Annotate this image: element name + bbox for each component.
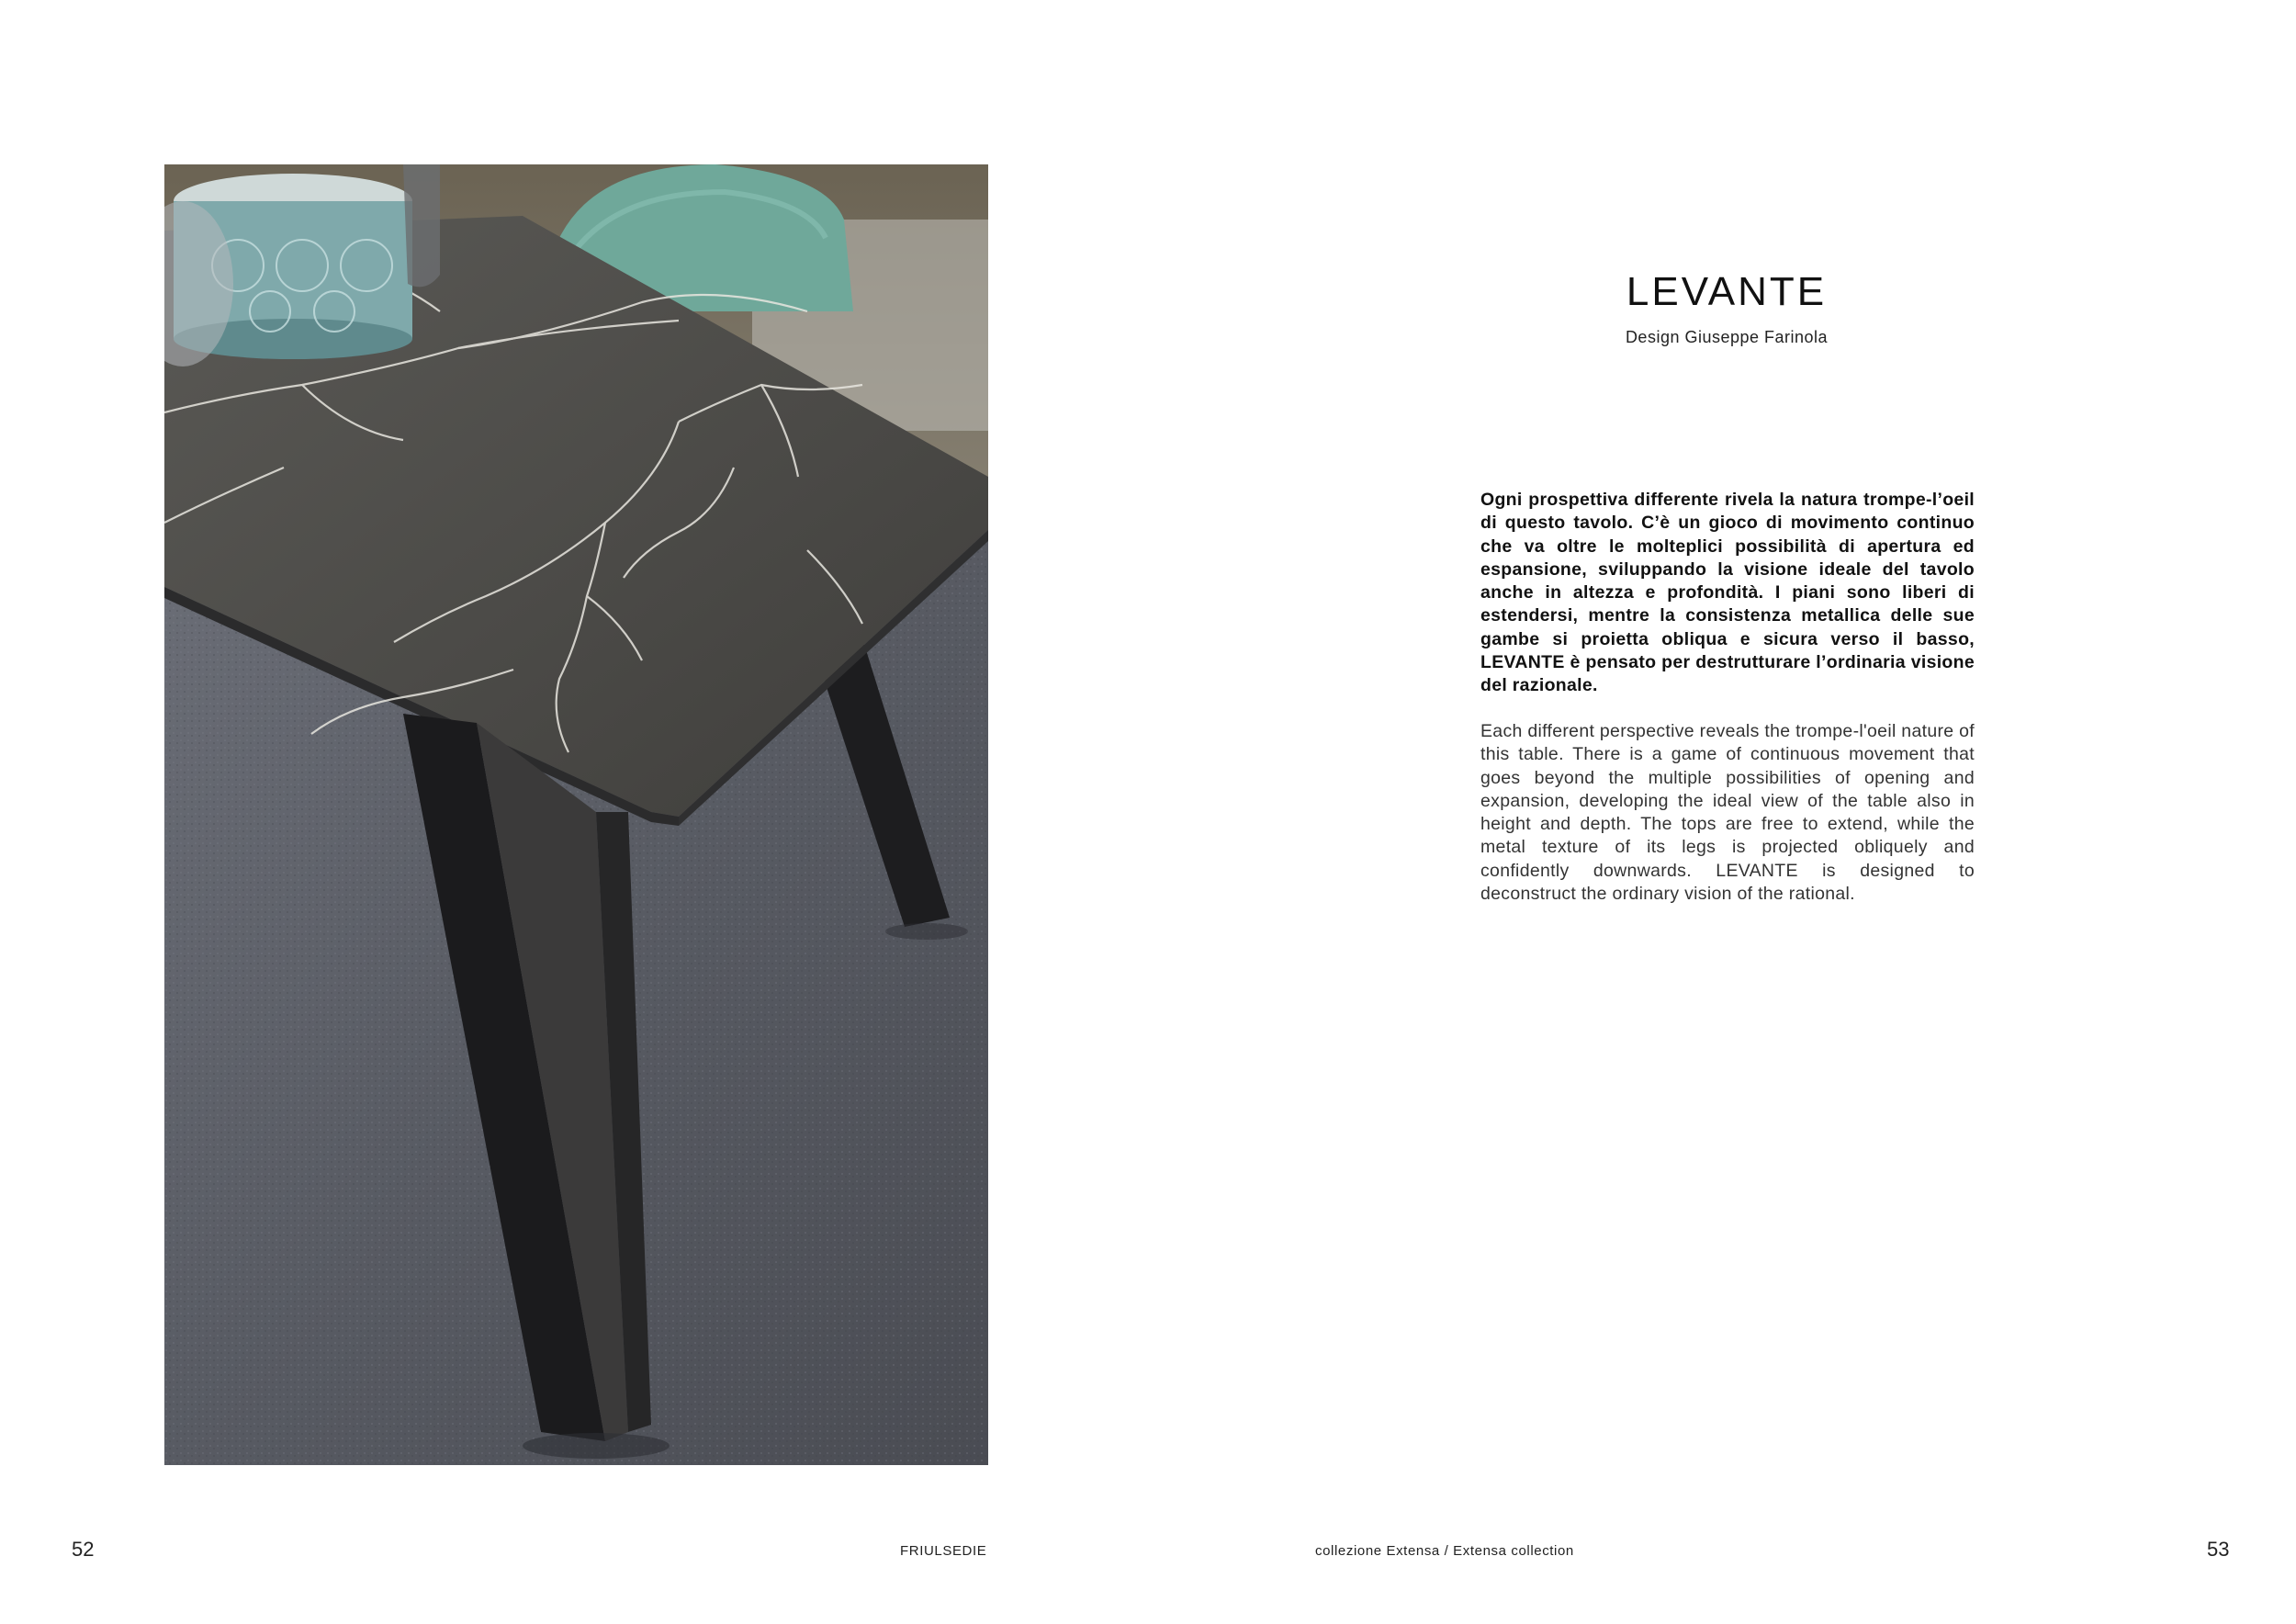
brand-name: FRIULSEDIE xyxy=(900,1543,987,1559)
product-title: LEVANTE xyxy=(1626,269,1828,314)
description-italian: Ogni prospettiva differente rivela la natura trompe-l’oeil di questo tavolo. C’è un gioco di movimento continuo che va oltre le molteplici possibilità di apertura ed espansione, sviluppando la visione ideale del tavolo anche in altezza e profondità. I piani sono liberi di estendersi, mentre la consistenza metallica delle sue gambe si proietta obliqua e sicura verso il basso, LEVANTE è pensato per destrutturare l’ordinaria visione del razionale. xyxy=(1480,490,1975,696)
collection-name: collezione Extensa / Extensa collection xyxy=(1315,1543,1574,1559)
designer-credit: Design Giuseppe Farinola xyxy=(1625,328,1829,346)
page-number-left: 52 xyxy=(72,1538,95,1561)
page-number-right: 53 xyxy=(2207,1538,2230,1561)
description-english: Each different perspective reveals the trompe-l'oeil nature of this table. There is a game of continuous movement that goes beyond the multiple possibilities of opening and expansion, developing the ideal view of the table also in height and depth. The tops are free to extend, while the metal texture of its legs is projected obliquely and confidently downwards. LEVANTE is designed to deconstruct the ordinary vision of the rational. xyxy=(1480,721,1975,905)
product-photo xyxy=(164,164,988,1465)
levante-table-illustration xyxy=(164,164,988,1465)
